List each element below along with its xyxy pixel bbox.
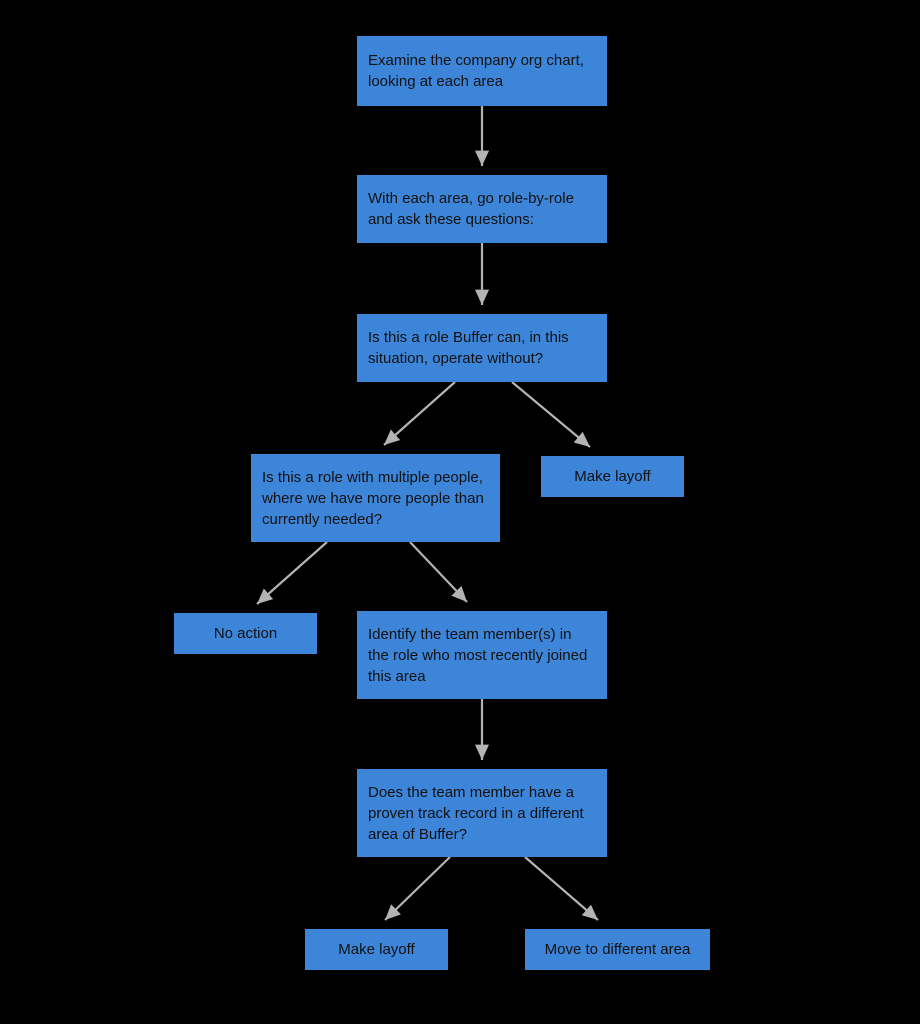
flow-node-identify-member[interactable] <box>357 611 607 699</box>
flow-node-examine[interactable] <box>357 36 607 106</box>
flow-node-label: Make layoff <box>338 941 415 958</box>
flow-node-label: Move to different area <box>544 941 691 958</box>
flow-node-move-area[interactable] <box>525 929 710 970</box>
flow-node-label: Make layoff <box>574 468 651 485</box>
flow-node-label: Is this a role Buffer can, in this situation, operate without? <box>368 329 573 367</box>
flow-node-label: With each area, go role-by-role and ask these questions: <box>368 190 579 228</box>
flow-node-label: No action <box>213 625 278 642</box>
flow-node-label: Does the team member have a proven track record in a different area of Buffer? <box>368 783 588 843</box>
flow-edge <box>385 857 450 920</box>
flow-node-track-record[interactable] <box>357 769 607 857</box>
flow-edge <box>257 542 327 604</box>
flow-edge <box>384 382 455 445</box>
flow-node-label: Is this a role with multiple people, where we have more people than currently needed? <box>262 468 488 528</box>
flow-node-operate-without[interactable] <box>357 314 607 382</box>
flow-edge <box>525 857 598 920</box>
flow-node-no-action[interactable] <box>174 613 317 654</box>
flow-node-label: Examine the company org chart, looking at each area <box>368 52 589 90</box>
flow-node-multiple-people[interactable] <box>251 454 500 542</box>
flow-node-make-layoff-2[interactable] <box>305 929 448 970</box>
flow-node-make-layoff-1[interactable] <box>541 456 684 497</box>
flow-node-label: Identify the team member(s) in the role who most recently joined this area <box>368 625 592 685</box>
flow-node-role-by-role[interactable] <box>357 175 607 243</box>
flow-edge <box>512 382 590 447</box>
flow-edge <box>410 542 467 602</box>
